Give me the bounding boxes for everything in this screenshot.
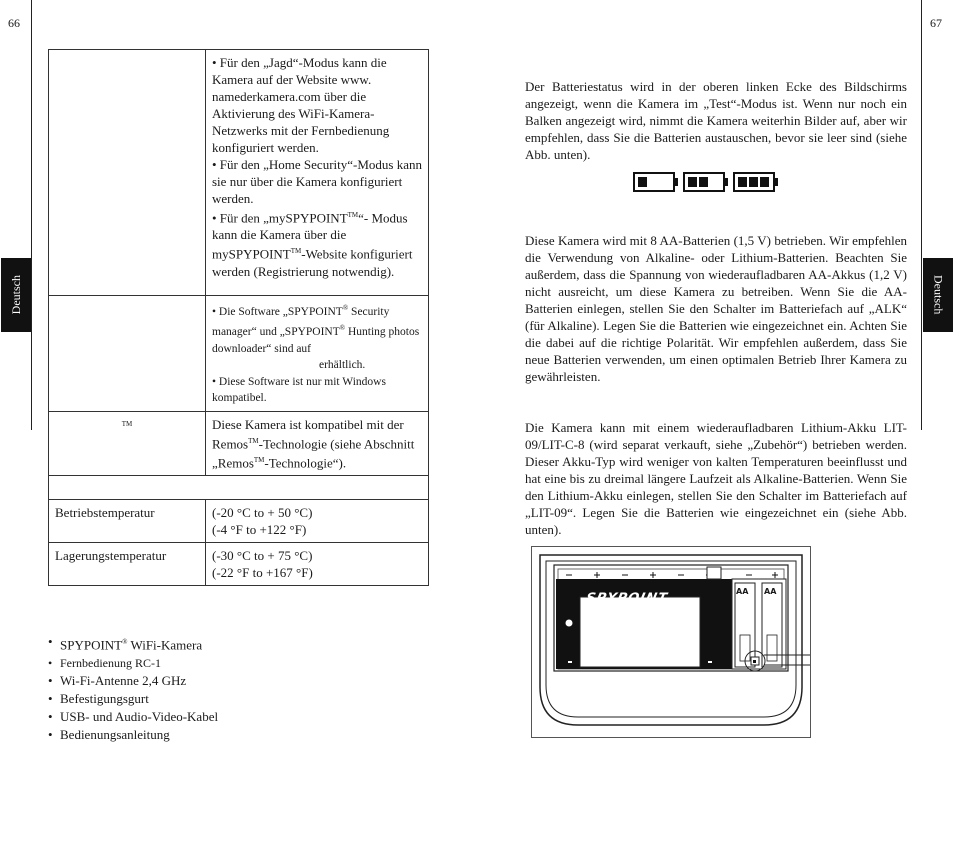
list-item: • Fernbedienung RC-1 bbox=[48, 654, 218, 672]
software-line-c: Hunting photos downloader“ sind auf bbox=[212, 326, 420, 355]
list-item: • Bedienungsanleitung bbox=[48, 726, 218, 744]
software-line-a: • Die Software „SPYPOINT bbox=[212, 305, 343, 318]
config-jagd: • Für den „Jagd“-Modus kann die Kamera auf der Website www. namederkamera.com über die Aktivierung des WiFi-Kamera-Netzwerks mit der Fernbedienung konfiguriert werden. bbox=[212, 55, 390, 155]
right-margin-rule bbox=[921, 0, 922, 430]
spec-value-cell bbox=[206, 296, 429, 412]
remos-c: -Technologie“). bbox=[264, 455, 347, 471]
lithium-battery-paragraph: Die Kamera kann mit einem wiederaufladbaren Lithium-Akku LIT-09/LIT-C-8 (wird separat verkauft, siehe „Zubehör“) betrieben werden. Dieser Akku-Typ wird weniger von kalten Temperaturen beeinflusst und hat eine bis zu dreimal längere Laufzeit als Alkaline-Batterien. Wenn Sie den Lithium-Akku einlegen, stellen Sie den Schalter im Batteriefach auf „LIT-09“. Legen Sie die Batterien wie eingezeichnet ein (siehe Abb. unten). bbox=[525, 420, 907, 537]
remos-label-tm: TM bbox=[121, 419, 133, 428]
remos-a: Diese Kamera ist kompatibel mit der Remos bbox=[212, 416, 404, 451]
accessories-list bbox=[48, 633, 218, 744]
spec-row-operating-temp bbox=[49, 500, 429, 543]
polarity-marks bbox=[566, 572, 778, 578]
tm-mark: TM bbox=[253, 455, 265, 464]
operating-temp-f: (-4 °F to +122 °F) bbox=[212, 522, 307, 538]
reg-mark: ® bbox=[339, 324, 346, 333]
reg-mark: ® bbox=[122, 638, 128, 646]
spec-value-cell bbox=[206, 50, 429, 296]
battery-1-bar-icon bbox=[634, 173, 678, 191]
spec-row-heading bbox=[49, 476, 429, 500]
config-home-security: • Für den „Home Security“-Modus kann sie nur über die Kamera konfiguriert werden. bbox=[212, 157, 422, 206]
battery-3-bar-icon bbox=[734, 173, 778, 191]
storage-temp-value bbox=[206, 543, 429, 586]
spypoint-logo: SPYPOINT bbox=[584, 591, 670, 606]
tm-mark: TM bbox=[248, 436, 259, 445]
page-number-left: 66 bbox=[8, 16, 20, 30]
reg-mark: ® bbox=[342, 304, 349, 312]
side-tab-left-label: Deutsch bbox=[8, 275, 23, 315]
tm-mark: TM bbox=[290, 247, 302, 256]
spec-row-storage-temp bbox=[49, 543, 429, 586]
spec-row-configuration bbox=[49, 50, 429, 296]
spec-row-software bbox=[49, 296, 429, 412]
battery-label-1: AA bbox=[736, 587, 749, 596]
battery-level-icons bbox=[633, 171, 778, 193]
config-myspypoint-c: -Website konfiguriert werden (Registrierung notwendig). bbox=[212, 246, 413, 279]
spec-heading-cell bbox=[49, 476, 429, 500]
spec-label-cell bbox=[49, 411, 206, 476]
spec-value-cell bbox=[206, 411, 429, 476]
side-tab-right-label: Deutsch bbox=[931, 275, 946, 315]
software-windows: • Diese Software ist nur mit Windows kompatibel. bbox=[212, 375, 386, 405]
battery-label-2: AA bbox=[764, 587, 777, 596]
side-tab-right bbox=[923, 258, 953, 332]
spec-label-cell bbox=[49, 296, 206, 412]
page-number-right: 67 bbox=[930, 16, 942, 30]
battery-status-paragraph: Der Batteriestatus wird in der oberen linken Ecke des Bildschirms angezeigt, wenn die Kamera im „Test“-Modus ist. Wenn nur noch ein Balken angezeigt wird, nimmt die Kamera weiterhin Bilder auf, aber wir empfehlen, dass Sie die Batterien austauschen, bevor sie leer sind (siehe Abb. unten). bbox=[525, 79, 907, 162]
list-item bbox=[48, 633, 218, 654]
config-myspypoint-b: “- Modus kann die Kamera über die mySPYPOINT bbox=[212, 210, 408, 262]
list-item-text: SPYPOINT bbox=[60, 637, 123, 653]
operating-temp-label: Betriebstemperatur bbox=[49, 500, 206, 543]
list-item: • Wi-Fi-Antenne 2,4 GHz bbox=[48, 672, 218, 690]
tm-mark: TM bbox=[347, 211, 359, 219]
list-item-text: WiFi-Kamera bbox=[127, 637, 203, 653]
operating-temp-value bbox=[206, 500, 429, 543]
software-available: erhältlich. bbox=[319, 359, 366, 372]
spec-label-cell bbox=[49, 50, 206, 296]
left-margin-rule bbox=[31, 0, 32, 430]
list-item: • USB- und Audio-Video-Kabel bbox=[48, 708, 218, 726]
config-myspypoint-a: • Für den „mySPYPOINT bbox=[212, 210, 348, 226]
remos-b: -Technologie (siehe Abschnitt „Remos bbox=[212, 435, 415, 471]
spec-table bbox=[48, 49, 429, 586]
storage-temp-f: (-22 °F to +167 °F) bbox=[212, 565, 313, 581]
list-item: • Befestigungsgurt bbox=[48, 690, 218, 708]
spec-row-remos bbox=[49, 411, 429, 476]
aa-batteries-paragraph: Diese Kamera wird mit 8 AA-Batterien (1,5 V) betrieben. Wir empfehlen die Verwendung von Alkaline- oder Lithium-Batterien. Beachten Sie außerdem, dass die Spannung von wiederaufladbaren AA-Akkus (1,2 V) nicht ausreicht, um diese Kamera zu betreiben. Wenn Sie die AA-Batterien einlegen, stellen Sie den Schalter im Batteriefach auf „ALK“ (für Alkaline). Legen Sie die Batterien wie eingezeichnet ein. Achten Sie die dabei auf die richtige Polarität. Wir empfehlen außerdem, dass Sie neue Batterien verwenden, um einen optimalen Betrieb Ihrer Kamera zu gewährleisten. bbox=[525, 233, 907, 384]
battery-compartment-figure bbox=[531, 546, 811, 738]
side-tab-left bbox=[1, 258, 31, 332]
operating-temp-c: (-20 °C to + 50 °C) bbox=[212, 505, 313, 521]
battery-2-bar-icon bbox=[684, 173, 728, 191]
storage-temp-label: Lagerungstemperatur bbox=[49, 543, 206, 586]
battery-compartment-drawing bbox=[532, 547, 810, 737]
storage-temp-c: (-30 °C to + 75 °C) bbox=[212, 548, 313, 564]
software-line-b: Security manager“ und „SPYPOINT bbox=[212, 305, 390, 339]
